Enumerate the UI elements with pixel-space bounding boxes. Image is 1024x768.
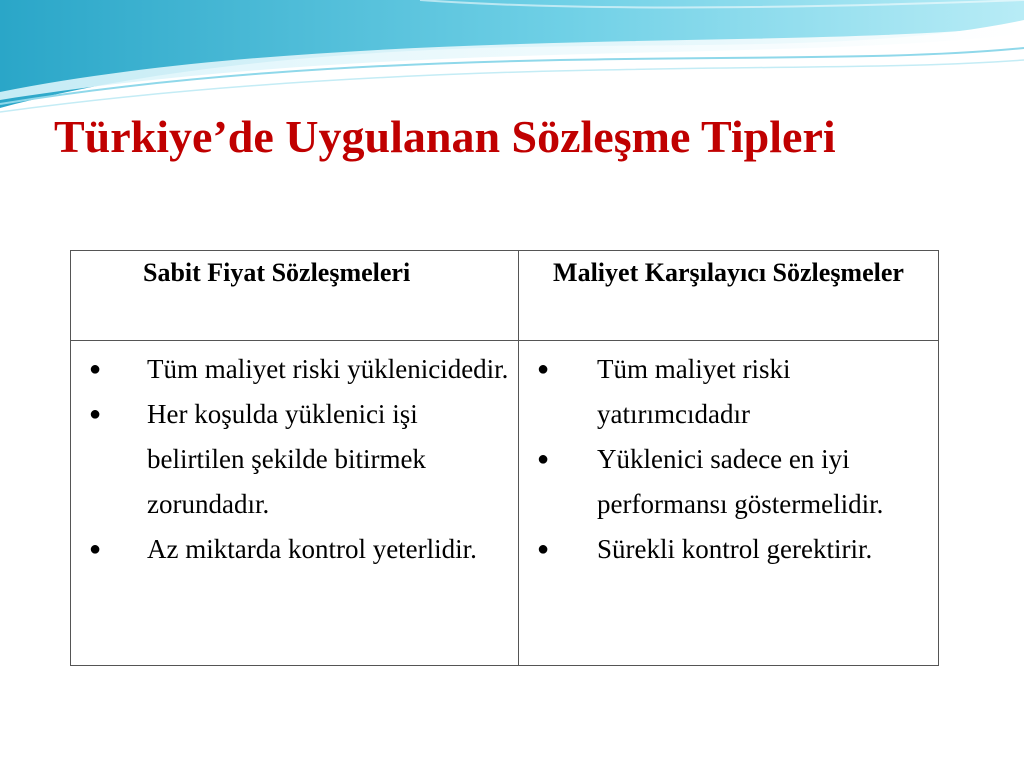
slide-title: Türkiye’de Uygulanan Sözleşme Tipleri xyxy=(54,111,836,162)
header-cost-reimbursable xyxy=(519,251,939,341)
bullet-icon: ● xyxy=(537,358,550,380)
list-item-text: Tüm maliyet riski yüklenicidedir. xyxy=(147,354,509,384)
header-cost-reimbursable-label: Maliyet Karşılayıcı Sözleşmeler xyxy=(553,258,904,287)
header-wave-decoration xyxy=(0,0,1024,120)
table-header-row xyxy=(71,251,939,341)
bullet-icon: ● xyxy=(89,358,102,380)
list-item xyxy=(519,347,938,437)
cost-reimbursable-bullet-list xyxy=(519,347,938,572)
cost-reimbursable-cell xyxy=(519,341,939,666)
list-item-text: Yüklenici sadece en iyi performansı göstermelidir. xyxy=(597,444,884,519)
bullet-icon: ● xyxy=(537,538,550,560)
list-item xyxy=(71,347,518,392)
bullet-icon: ● xyxy=(89,403,102,425)
table-row xyxy=(71,341,939,666)
header-fixed-price xyxy=(71,251,519,341)
list-item xyxy=(519,437,938,527)
fixed-price-cell xyxy=(71,341,519,666)
list-item-text: Tüm maliyet riski yatırımcıdadır xyxy=(597,354,791,429)
bullet-icon: ● xyxy=(89,538,102,560)
list-item-text: Her koşulda yüklenici işi belirtilen şekilde bitirmek zorundadır. xyxy=(147,399,426,519)
list-item xyxy=(71,392,518,527)
fixed-price-bullet-list xyxy=(71,347,518,572)
bullet-icon: ● xyxy=(537,448,550,470)
list-item xyxy=(519,527,938,572)
list-item-text: Az miktarda kontrol yeterlidir. xyxy=(147,534,477,564)
header-fixed-price-label: Sabit Fiyat Sözleşmeleri xyxy=(143,258,411,287)
contract-comparison-table xyxy=(70,250,939,666)
list-item-text: Sürekli kontrol gerektirir. xyxy=(597,534,873,564)
list-item xyxy=(71,527,518,572)
